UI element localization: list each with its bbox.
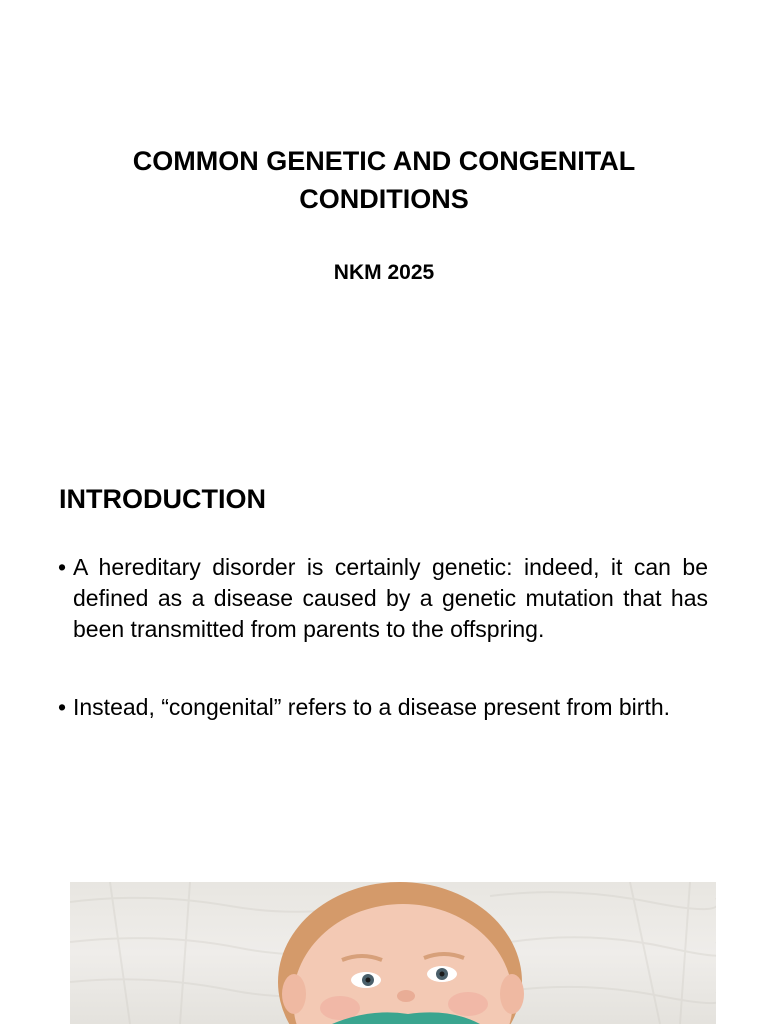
baby-photo-illustration [70,882,716,1024]
section-heading: INTRODUCTION [59,484,266,514]
slide-title: COMMON GENETIC AND CONGENITAL CONDITIONS [132,146,636,214]
bullet-item [58,692,708,723]
slide-subtitle: NKM 2025 [333,261,435,284]
bullet-marker: • [58,554,67,580]
introduction-slide [0,440,768,880]
title-slide [0,0,768,440]
bullet-marker: • [58,694,67,720]
bullet-text: A hereditary disorder is certainly genetic: indeed, it can be defined as a disease caused by a genetic mutation that has been transmitted from parents to the offspring. [73,554,708,642]
bullet-text: Instead, “congenital” refers to a disease present from birth. [73,694,671,720]
bullet-list [58,552,708,770]
baby-photo [70,882,716,1024]
bullet-item [58,552,708,645]
